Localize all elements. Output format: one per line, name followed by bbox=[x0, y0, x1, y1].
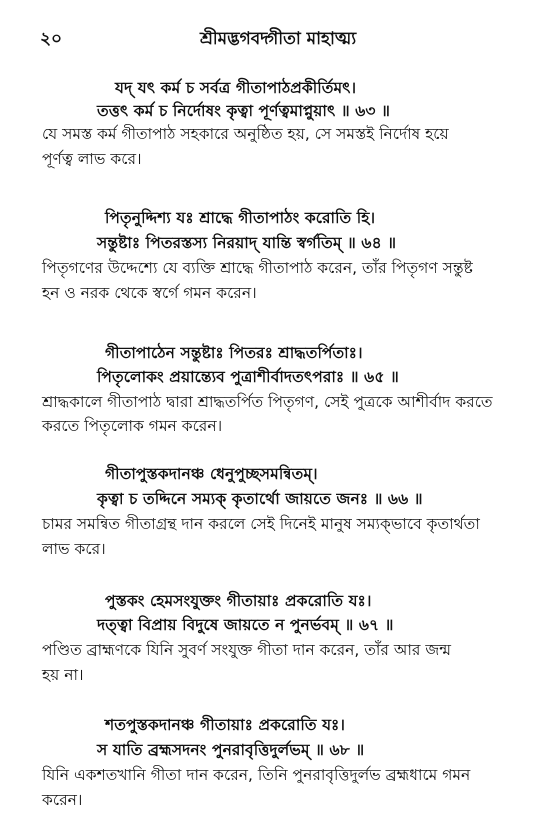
verse-line: পিতৃলোকং প্রয়ান্ত্যেব পুত্রাশীর্বাদতৎপরাঃ ॥ ৬৫ ॥ bbox=[97, 368, 399, 386]
verse-line: শতপুস্তকদানঞ্চ গীতায়াঃ প্রকরোতি যঃ। bbox=[105, 716, 346, 734]
verse-line: স যাতি ব্রহ্মসদনং পুনরাবৃত্তিদুর্লভম্ ॥ ৬৮ ॥ bbox=[97, 741, 365, 759]
verse-line: গীতাপাঠেন সন্তুষ্টাঃ পিতরঃ শ্রাদ্ধতর্পিতাঃ। bbox=[105, 344, 363, 362]
translation-line: যে সমস্ত কর্ম গীতাপাঠ সহকারে অনুষ্ঠিত হয়, সে সমস্তই নির্দোষ হয়ে bbox=[42, 125, 449, 143]
verse-line: যদ্ যৎ কর্ম চ সর্বত্র গীতাপাঠপ্রকীর্তিমৎ। bbox=[115, 79, 357, 97]
translation-line: পিতৃগণের উদ্দেশ্যে যে ব্যক্তি শ্রাদ্ধে গীতাপাঠ করেন, তাঁর পিতৃগণ সন্তুষ্ট bbox=[42, 259, 473, 277]
verse-line: পিতৃনুদ্দিশ্য যঃ শ্রাদ্ধে গীতাপাঠং করোতি হি। bbox=[105, 209, 376, 227]
translation-line: করতে পিতৃলোক গমন করেন। bbox=[42, 417, 223, 435]
verse-line: পুস্তকং হেমসংযুক্তং গীতায়াঃ প্রকরোতি যঃ। bbox=[105, 592, 372, 610]
translation-line: পণ্ডিত ব্রাহ্মণকে যিনি সুবর্ণ সংযুক্ত গীতা দান করেন, তাঁর আর জন্ম bbox=[42, 641, 451, 659]
translation-line: করেন। bbox=[42, 791, 83, 809]
translation-line: লাভ করে। bbox=[42, 540, 106, 558]
verse-line: গীতাপুস্তকদানঞ্চ ধেনুপুচ্ছসমন্বিতম্। bbox=[105, 465, 318, 483]
verse-line: কৃত্বা চ তদ্দিনে সম্যক্ কৃতার্থো জায়তে জনঃ ॥ ৬৬ ॥ bbox=[97, 490, 423, 508]
verse-line: সন্তুষ্টাঃ পিতরস্তস্য নিরয়াদ্ যান্তি স্বর্গতিম্ ॥ ৬৪ ॥ bbox=[97, 234, 397, 252]
verse-line: দত্ত্বা বিপ্রায় বিদুষে জায়তে ন পুনর্ভবম্ ॥ ৬৭ ॥ bbox=[97, 616, 394, 634]
translation-line: হয় না। bbox=[42, 666, 84, 684]
translation-line: চামর সমন্বিত গীতাগ্রন্থ দান করলে সেই দিনেই মানুষ সম্যক্‌ভাবে কৃতার্থতা bbox=[42, 515, 480, 533]
verse-line: তত্তৎ কর্ম চ নির্দোষং কৃত্বা পূর্ণত্বমাপ্নুয়াৎ ॥ ৬৩ ॥ bbox=[97, 102, 390, 120]
translation-line: যিনি একশতখানি গীতা দান করেন, তিনি পুনরাবৃত্তিদুর্লভ ব্রহ্মধামে গমন bbox=[42, 766, 471, 784]
page-header bbox=[40, 26, 525, 50]
page-number: ২০ bbox=[40, 29, 63, 49]
translation-line: হন ও নরক থেকে স্বর্গে গমন করেন। bbox=[42, 284, 257, 302]
translation-line: পূর্ণত্ব লাভ করে। bbox=[42, 150, 142, 168]
running-title: শ্রীমদ্ভগবদ্গীতা মাহাত্ম্য bbox=[200, 29, 357, 49]
translation-line: শ্রাদ্ধকালে গীতাপাঠ দ্বারা শ্রাদ্ধতর্পিত পিতৃগণ, সেই পুত্রকে আশীর্বাদ করতে bbox=[42, 393, 493, 411]
